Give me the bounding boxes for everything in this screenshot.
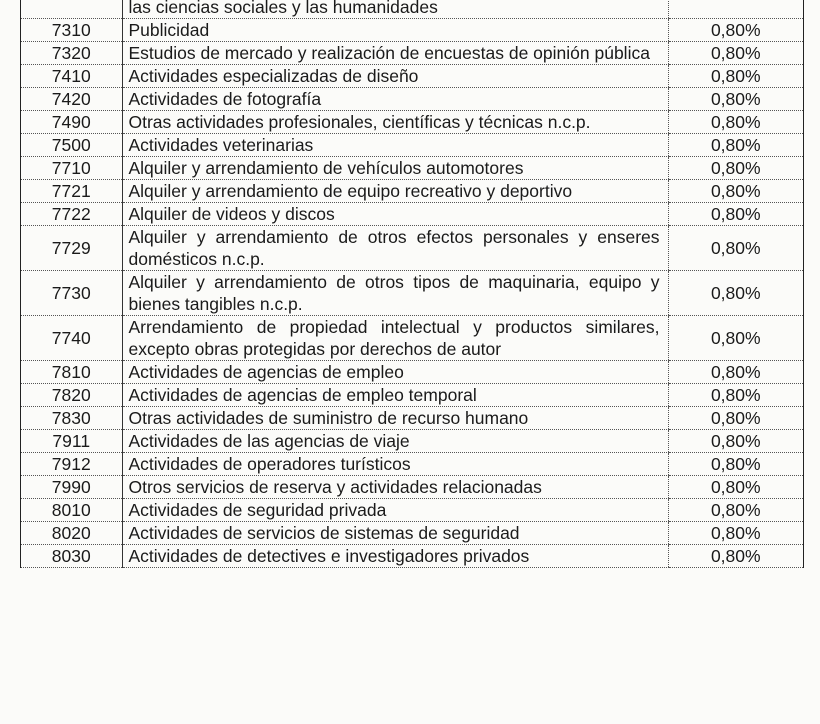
table-row	[21, 42, 803, 65]
table-row	[21, 476, 803, 499]
table-row	[21, 0, 803, 19]
rate-value: 0,80%	[668, 203, 803, 226]
rate-value: 0,80%	[668, 361, 803, 384]
rate-value: 0,80%	[668, 42, 803, 65]
activity-code: 7722	[21, 203, 122, 226]
activity-description: Alquiler y arrendamiento de equipo recreativo y deportivo	[122, 180, 668, 203]
activity-description: Otras actividades profesionales, científicas y técnicas n.c.p.	[122, 111, 668, 134]
activity-code: 7830	[21, 407, 122, 430]
rate-value: 0,80%	[668, 499, 803, 522]
activity-description: Actividades de detectives e investigadores privados	[122, 545, 668, 568]
table-row	[21, 384, 803, 407]
rate-value: 0,80%	[668, 545, 803, 568]
table-body	[21, 0, 803, 568]
activity-description: Publicidad	[122, 19, 668, 42]
rate-value	[668, 0, 803, 19]
activity-description: Arrendamiento de propiedad intelectual y productos similares, excepto obras protegidas por derechos de autor	[122, 316, 668, 361]
activity-description: Actividades de servicios de sistemas de seguridad	[122, 522, 668, 545]
activity-code: 7730	[21, 271, 122, 316]
activity-code: 7912	[21, 453, 122, 476]
activity-description: Alquiler y arrendamiento de otros tipos de maquinaria, equipo y bienes tangibles n.c.p.	[122, 271, 668, 316]
activity-code: 8010	[21, 499, 122, 522]
table	[21, 0, 803, 568]
table-row	[21, 545, 803, 568]
table-row	[21, 180, 803, 203]
activity-code: 7740	[21, 316, 122, 361]
rate-value: 0,80%	[668, 226, 803, 271]
activity-description: Actividades especializadas de diseño	[122, 65, 668, 88]
activity-description: Actividades de las agencias de viaje	[122, 430, 668, 453]
rate-value: 0,80%	[668, 522, 803, 545]
activity-description: Alquiler y arrendamiento de otros efectos personales y enseres domésticos n.c.p.	[122, 226, 668, 271]
table-row	[21, 111, 803, 134]
table-row	[21, 65, 803, 88]
activity-code: 7911	[21, 430, 122, 453]
rate-value: 0,80%	[668, 384, 803, 407]
table-row	[21, 407, 803, 430]
activity-code: 7990	[21, 476, 122, 499]
activity-description: Otros servicios de reserva y actividades relacionadas	[122, 476, 668, 499]
activity-description: Alquiler y arrendamiento de vehículos automotores	[122, 157, 668, 180]
activity-code: 7810	[21, 361, 122, 384]
activity-code: 7320	[21, 42, 122, 65]
activity-code: 8030	[21, 545, 122, 568]
table-row	[21, 361, 803, 384]
activity-code: 7710	[21, 157, 122, 180]
activity-code: 7820	[21, 384, 122, 407]
rate-value: 0,80%	[668, 19, 803, 42]
rate-value: 0,80%	[668, 65, 803, 88]
rate-value: 0,80%	[668, 430, 803, 453]
activity-description: Actividades de agencias de empleo	[122, 361, 668, 384]
rate-value: 0,80%	[668, 180, 803, 203]
activity-code: 8020	[21, 522, 122, 545]
rate-value: 0,80%	[668, 271, 803, 316]
table-row	[21, 88, 803, 111]
activity-code: 7490	[21, 111, 122, 134]
activity-code: 7410	[21, 65, 122, 88]
activity-code: 7310	[21, 19, 122, 42]
activity-code: 7729	[21, 226, 122, 271]
table-row	[21, 134, 803, 157]
rate-value: 0,80%	[668, 111, 803, 134]
activity-code	[21, 0, 122, 19]
rate-value: 0,80%	[668, 407, 803, 430]
activity-description: Actividades de fotografía	[122, 88, 668, 111]
rate-value: 0,80%	[668, 316, 803, 361]
activity-code: 7420	[21, 88, 122, 111]
table-row	[21, 430, 803, 453]
activity-description: Actividades de operadores turísticos	[122, 453, 668, 476]
rate-value: 0,80%	[668, 476, 803, 499]
rate-value: 0,80%	[668, 88, 803, 111]
table-row	[21, 19, 803, 42]
table-row	[21, 226, 803, 271]
table-row	[21, 316, 803, 361]
activity-description: Actividades de agencias de empleo temporal	[122, 384, 668, 407]
activity-description: las ciencias sociales y las humanidades	[122, 0, 668, 19]
activity-code: 7721	[21, 180, 122, 203]
table-row	[21, 157, 803, 180]
activity-description: Otras actividades de suministro de recurso humano	[122, 407, 668, 430]
activity-description: Alquiler de videos y discos	[122, 203, 668, 226]
activity-description: Actividades de seguridad privada	[122, 499, 668, 522]
activity-description: Actividades veterinarias	[122, 134, 668, 157]
table-row	[21, 453, 803, 476]
activity-description: Estudios de mercado y realización de encuestas de opinión pública	[122, 42, 668, 65]
rate-value: 0,80%	[668, 157, 803, 180]
table-row	[21, 271, 803, 316]
table-row	[21, 203, 803, 226]
table-row	[21, 499, 803, 522]
rate-value: 0,80%	[668, 134, 803, 157]
activity-rate-table	[20, 0, 804, 568]
rate-value: 0,80%	[668, 453, 803, 476]
activity-code: 7500	[21, 134, 122, 157]
table-row	[21, 522, 803, 545]
